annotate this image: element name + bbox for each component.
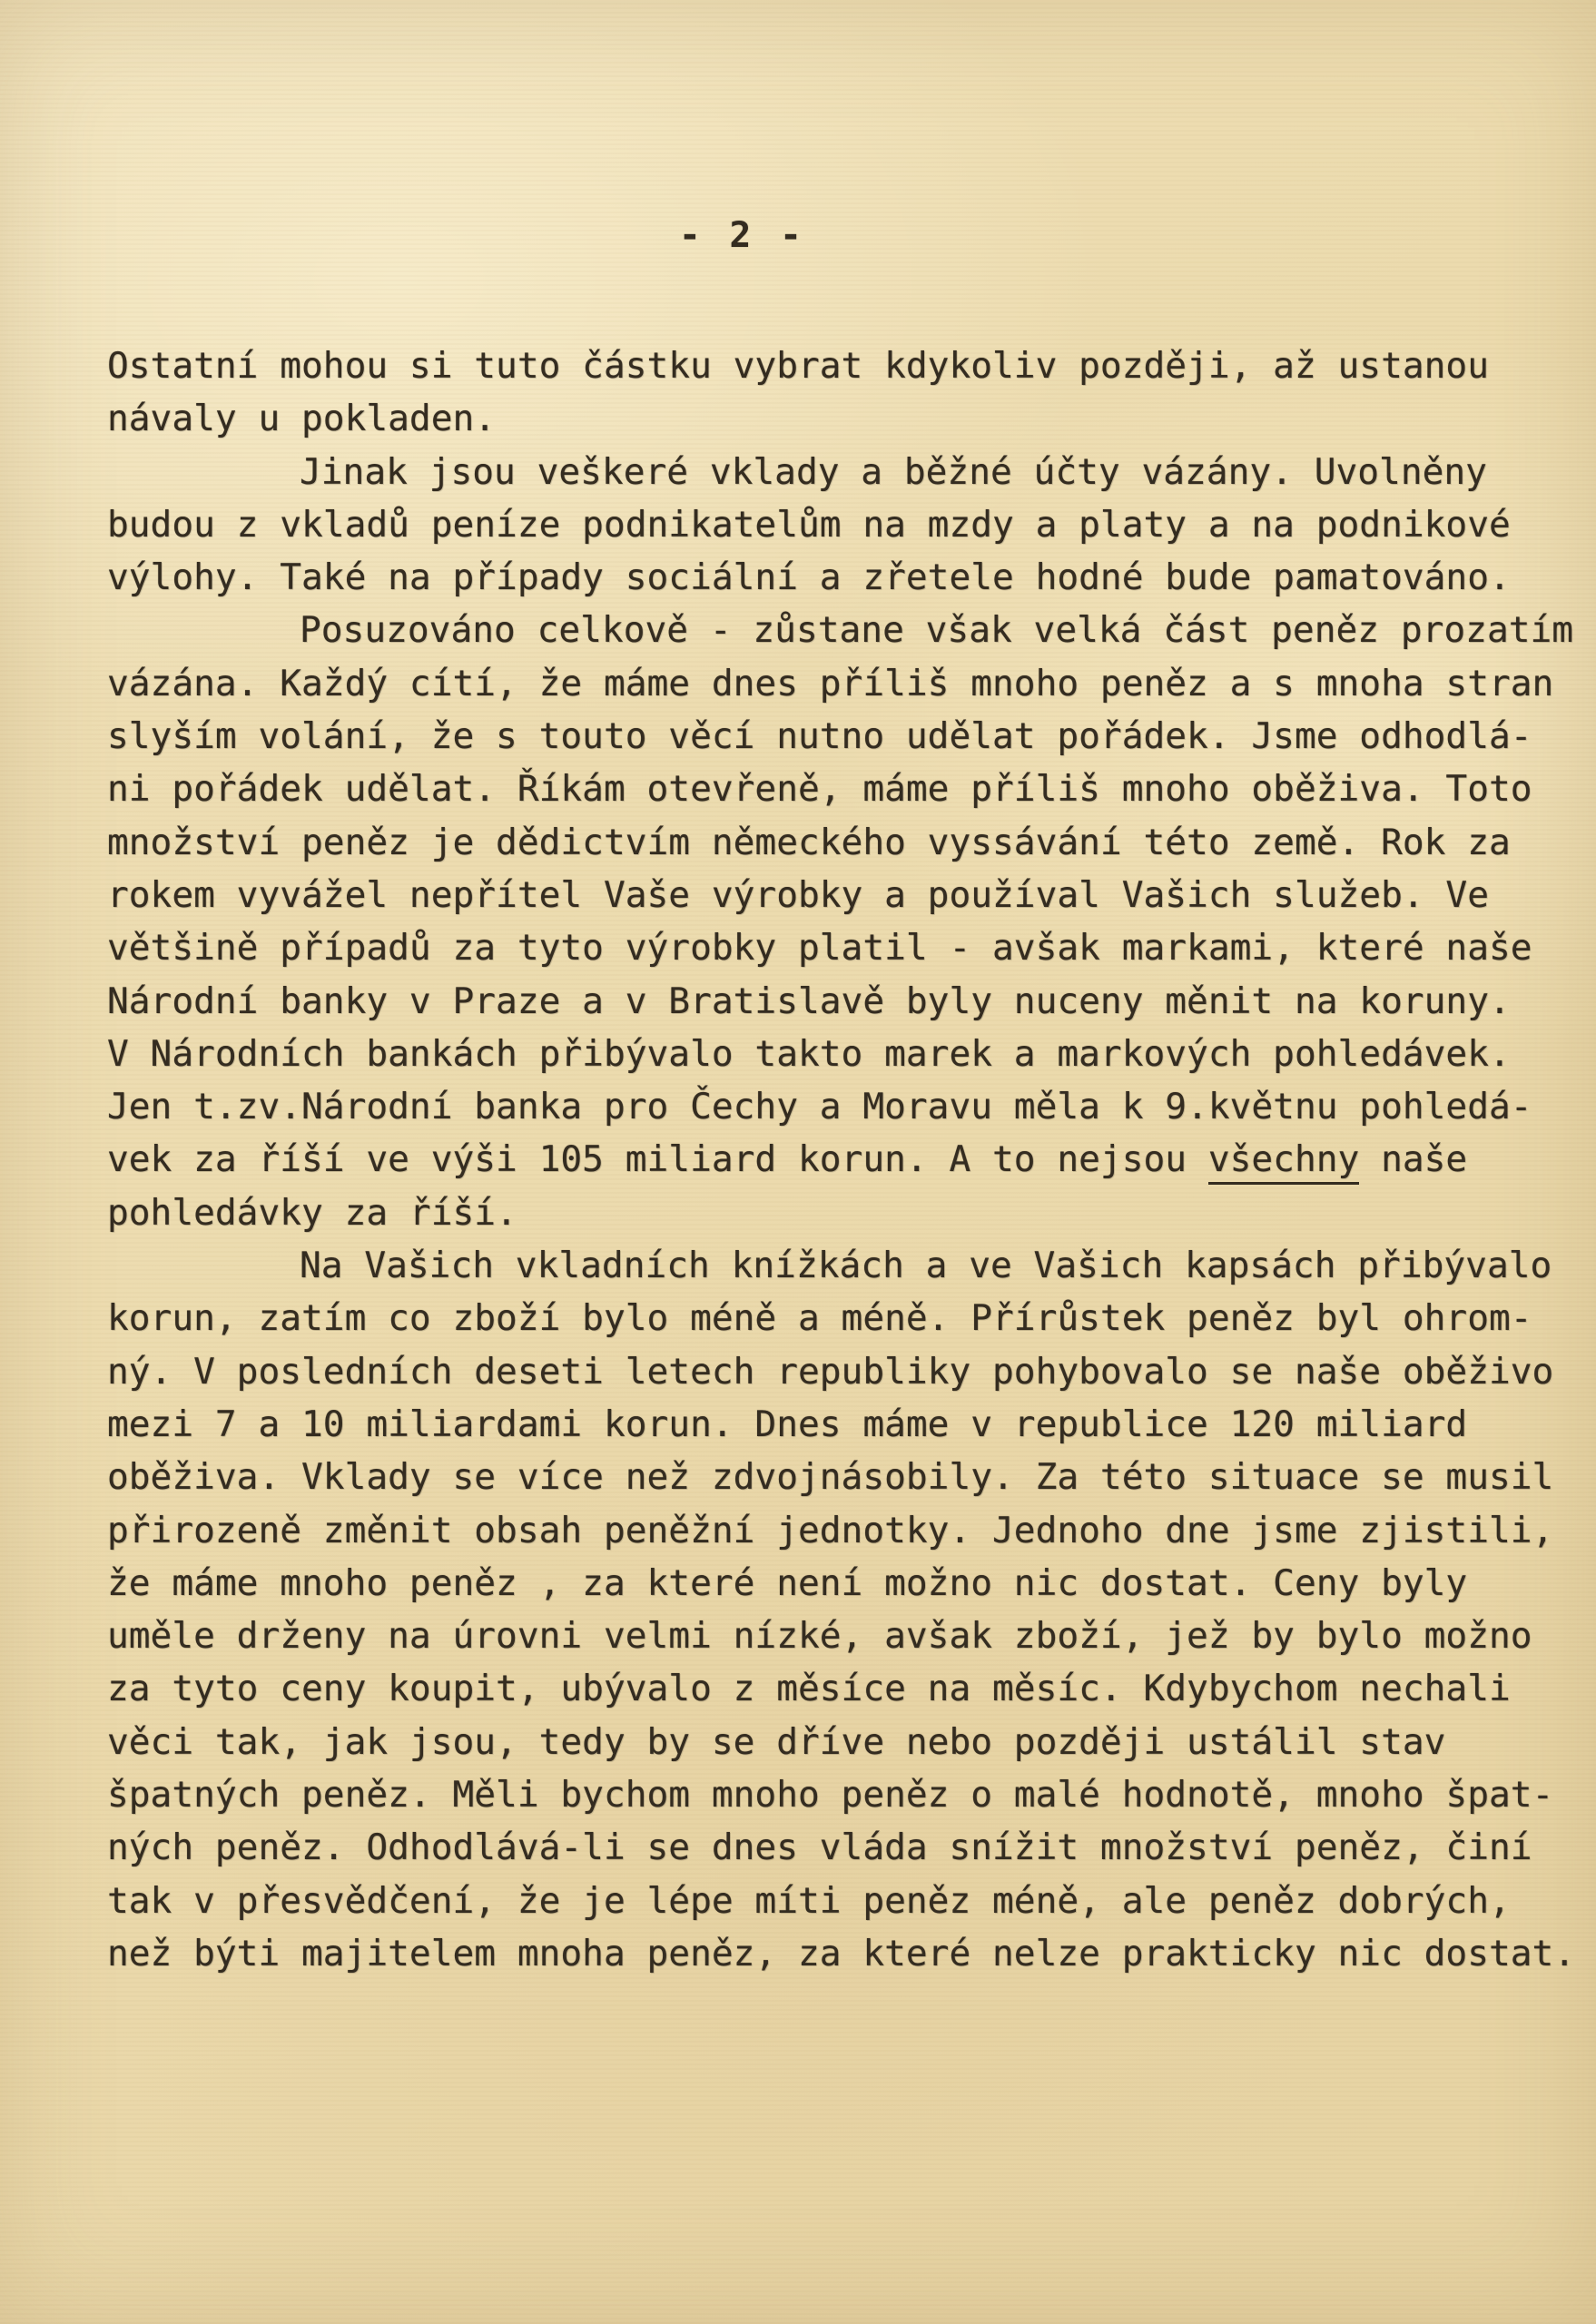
- text-line: mezi 7 a 10 miliardami korun. Dnes máme v republice 120 miliard: [107, 1403, 1468, 1445]
- text-line: vázána. Každý cítí, že máme dnes příliš mnoho peněz a s mnoha stran: [107, 662, 1554, 704]
- text-line: ný. V posledních deseti letech republiky pohybovalo se naše oběživo: [107, 1350, 1554, 1393]
- text-line: za tyto ceny koupit, ubývalo z měsíce na měsíc. Kdybychom nechali: [107, 1668, 1511, 1710]
- text-line: věci tak, jak jsou, tedy by se dříve nebo později ustálil stav: [107, 1720, 1446, 1763]
- document-body: [107, 340, 1587, 1980]
- text-line: ných peněz. Odhodlává-li se dnes vláda snížit množství peněz, činí: [107, 1827, 1532, 1869]
- text-line: Ostatní mohou si tuto částku vybrat kdykoliv později, až ustanou: [107, 345, 1489, 387]
- text-line: většině případů za tyto výrobky platil - avšak markami, které naše: [107, 927, 1532, 970]
- text-line: rokem vyvážel nepřítel Vaše výrobky a používal Vašich služeb. Ve: [107, 873, 1489, 916]
- text-line: Národní banky v Praze a v Bratislavě byly nuceny měnit na koruny.: [107, 980, 1511, 1022]
- text-line: Na Vašich vkladních knížkách a ve Vašich kapsách přibývalo: [300, 1245, 1552, 1287]
- text-line: že máme mnoho peněz , za které není možno nic dostat. Ceny byly: [107, 1561, 1468, 1604]
- text-line: korun, zatím co zboží bylo méně a méně. Přírůstek peněz byl ohrom-: [107, 1297, 1532, 1340]
- text-line: budou z vkladů peníze podnikatelům na mzdy a platy a na podnikové: [107, 503, 1511, 546]
- text-line: než býti majitelem mnoha peněz, za které nelze prakticky nic dostat.: [107, 1932, 1576, 1974]
- underlined-word: všechny: [1208, 1138, 1359, 1185]
- text-line: oběživa. Vklady se více než zdvojnásobily. Za této situace se musil: [107, 1456, 1554, 1499]
- text-line: ni pořádek udělat. Říkám otevřeně, máme příliš mnoho oběživa. Toto: [107, 768, 1532, 811]
- text-line: výlohy. Také na případy sociální a zřetele hodné bude pamatováno.: [107, 556, 1511, 599]
- page-number: - 2 -: [679, 214, 805, 256]
- text-line: uměle drženy na úrovni velmi nízké, avšak zboží, jež by bylo možno: [107, 1615, 1532, 1658]
- text-line: Jinak jsou veškeré vklady a běžné účty vázány. Uvolněny: [300, 450, 1487, 493]
- text-line: Posuzováno celkově - zůstane však velká část peněz prozatím: [300, 609, 1574, 652]
- text-line: přirozeně změnit obsah peněžní jednotky. Jednoho dne jsme zjistili,: [107, 1509, 1554, 1551]
- text-line: špatných peněz. Měli bychom mnoho peněz o malé hodnotě, mnoho špat-: [107, 1774, 1554, 1817]
- text-line: množství peněz je dědictvím německého vyssávání této země. Rok za: [107, 821, 1511, 863]
- text-line: V Národních bankách přibývalo takto marek a markových pohledávek.: [107, 1032, 1511, 1075]
- text-line: návaly u pokladen.: [107, 398, 497, 440]
- text-line: slyším volání, že s touto věcí nutno udělat pořádek. Jsme odhodlá-: [107, 715, 1532, 758]
- text-line: vek za říší ve výši 105 miliard korun. A to nejsou všechny naše: [107, 1133, 1587, 1186]
- text-line: Jen t.zv.Národní banka pro Čechy a Moravu měla k 9.květnu pohledá-: [107, 1086, 1532, 1128]
- text-line: pohledávky za říší.: [107, 1191, 517, 1234]
- text-line: tak v přesvědčení, že je lépe míti peněz méně, ale peněz dobrých,: [107, 1879, 1511, 1922]
